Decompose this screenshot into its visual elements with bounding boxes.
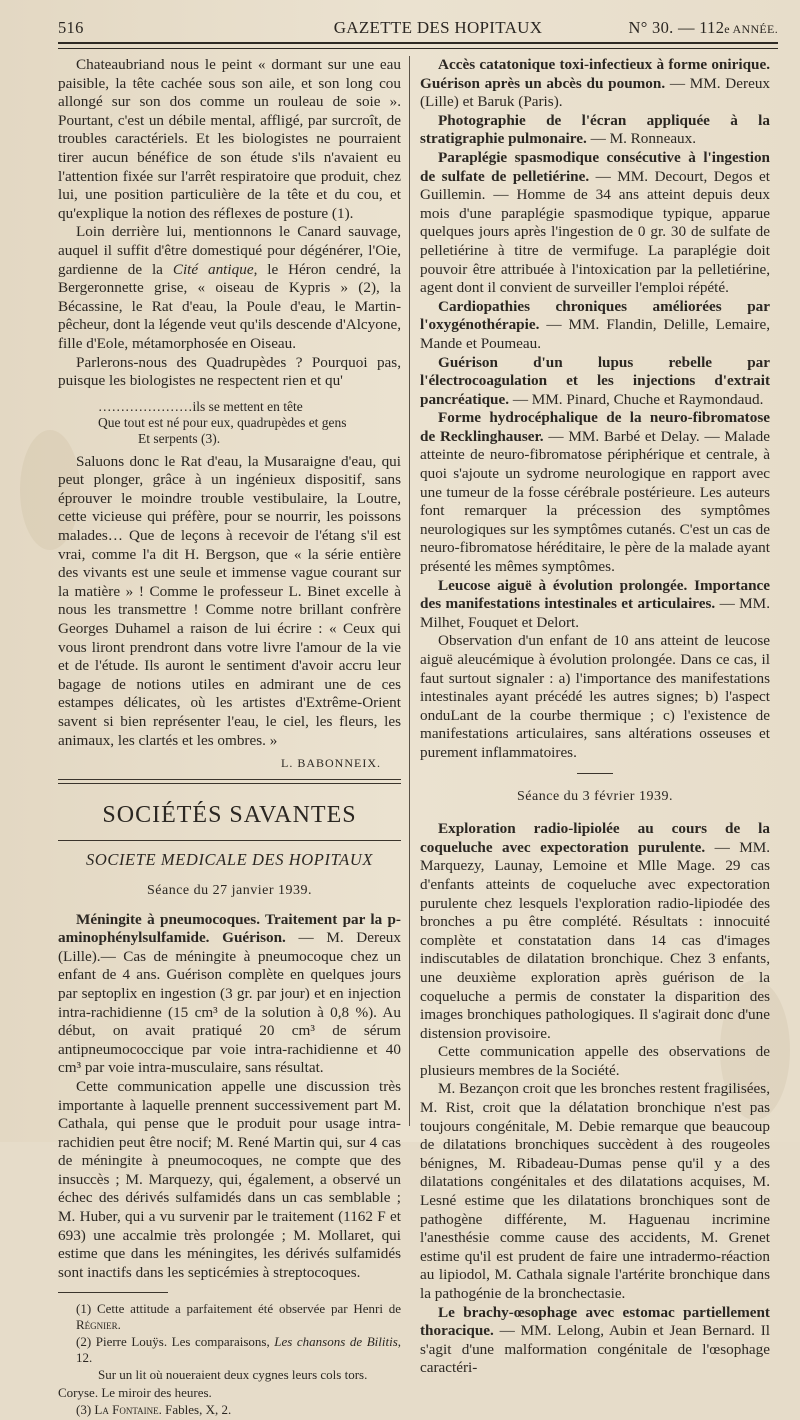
paragraph: Chateaubriand nous le peint « dormant sur une eau paisible, la tête cachée sous son aile, et son long cou allongé sur son dos comme un rouleau de soie ». Pourtant, c'est un débile mental, affligé, par surcroît, de troubles caractériels. Et les biologistes ne pourraient tirer aucun bénéfice de son étude s'ils n'avaient eu l'attention fixée sur l'arrêt respiratoire que produit, chez lui, une position particulière de la tête et du cou, et qu'explique la notion des réflexes de posture (1).: [58, 56, 401, 222]
section-rule: [58, 840, 401, 841]
paragraph: Guérison d'un lupus rebelle par l'électrocoagulation et les injections d'extrait pancréatique. — MM. Pinard, Chuche et Raymondaud.: [420, 353, 770, 408]
paragraph: Cette communication appelle une discussion très importante à laquelle prennent successivement part M. Cathala, qui pense que le produit pour usage intra-rachidien peut être nocif; M. René Martin qui, sur 4 cas de méningite à pneumocoques, ne compte que des insuccès ; M. Marquezy, qui, également, a observé un échec des dérivés sulfamidés dans un cas semblable ; M. Huber, qui a vu survenir par le traitement (1162 F et 693) une accalmie très prolongée ; M. Mollaret, qui estime que dans les méningites, les dérivés sulfamidés sont inactifs dans les septicémies à streptocoques.: [58, 1077, 401, 1281]
footnote-line: Sur un lit où noueraient deux cygnes leurs cols tors.: [98, 1367, 368, 1383]
footnote: (2) Pierre Louÿs. Les comparaisons, Les chansons de Bilitis, 12.: [76, 1334, 402, 1365]
session-date: Séance du 27 janvier 1939.: [146, 882, 312, 898]
left-column: [58, 56, 401, 1420]
society-title: SOCIETE MEDICALE DES HOPITAUX: [85, 850, 374, 870]
header-rule: [58, 42, 778, 44]
page-number: 516: [58, 18, 84, 37]
session-date: Séance du 3 février 1939.: [517, 788, 673, 804]
paragraph: Leucose aiguë à évolution prolongée. Importance des manifestations intestinales et articulaires. — MM. Milhet, Fouquet et Delort.: [420, 576, 770, 631]
footnote-line: Coryse. Le miroir des heures.: [58, 1384, 212, 1400]
paragraph: Parlerons-nous des Quadrupèdes ? Pourquoi pas, puisque les biologistes ne respectent rien et qu': [58, 353, 401, 390]
paragraph: Loin derrière lui, mentionnons le Canard sauvage, auquel il suffit d'être domestiqué pour dégénérer, l'Oie, gardienne de la Cité antique, le Héron cendré, la Bergeronnette grise, « oiseau de Kypris » (2), la Bécassine, le Rat d'eau, la Poule d'eau, le Martin-pêcheur, dont la légende veut qu'ils descende d'Alcyone, fille d'Eole, métamorphosée en Oiseau.: [58, 223, 402, 352]
paragraph: Le brachy-œsophage avec estomac partiellement thoracique. — MM. Lelong, Aubin et Jean Bernard. Il s'agit d'une malformation congénitale de l'œsophage caractéri-: [420, 1303, 770, 1377]
paragraph: Cardiopathies chroniques améliorées par l'oxygénothérapie. — MM. Flandin, Delille, Lemaire, Mande et Poumeau.: [420, 297, 770, 352]
paragraph: Cette communication appelle des observations de plusieurs membres de la Société.: [420, 1043, 770, 1079]
footnote-rule: [58, 1292, 168, 1293]
footnote: (1) Cette attitude a parfaitement été observée par Henri de Régnier.: [76, 1301, 401, 1332]
paragraph: Accès catatonique toxi-infectieux à forme onirique. Guérison après un abcès du poumon. — MM. Dereux (Lille) et Baruk (Paris).: [420, 56, 771, 111]
paragraph: M. Bezançon croit que les bronches restent fragilisées, M. Rist, croit que la délatation bronchique n'est pas toujours congénitale, M. Debie remarque que beaucoup de dilatations bronchiques succèdent à des rougeoles bénignes, M. Ribadeau-Dumas pense qu'il y a des dilatations congénitales et des dilatations acquises, M. Lesné estime que les dilatations bronchiques sont de pathogène différente, M. Haguenau incrimine l'anesthésie comme cause des accidents, M. Grenet estime qu'il est prudent de faire une intradermo-réaction au lipiodol, M. Cathala signale l'artérite bronchique dans la pathogénie de la bronchectasie.: [420, 1080, 770, 1302]
paragraph: Saluons donc le Rat d'eau, la Musaraigne d'eau, qui peut plonger, grâce à un ingénieux dispositif, sans éprouver le moindre trouble vestibulaire, la Loutre, cette vicieuse qui préfère, pour se nourrir, les poissons malades… Que de leçons à recevoir de l'étang s'il est vrai, comme l'a dit H. Bergson, que « la série entière des vivants est une seule et immense vague courant sur la matière » ! Comme le professeur L. Binet excelle à nous les transmettre ! Comme notre brillant confrère Georges Duhamel a raison de lui écrire : « Ceux qui vous liront prendront dans votre livre l'amour de la vie et de l'étude. Ils auront le sentiment d'avoir accru leur bagage de notions utiles en admirant une de ces estampes délicates, où les artistes d'Extrême-Orient savent si bien représenter l'eau, le ciel, les fleurs, les animaux, les clartés et les ombres. »: [58, 452, 401, 749]
short-rule: [577, 773, 613, 774]
journal-title: GAZETTE DES HOPITAUX: [333, 18, 543, 37]
running-header: [58, 14, 778, 38]
section-title: SOCIÉTÉS SAVANTES: [102, 801, 357, 828]
paragraph: Observation d'un enfant de 10 ans atteint de leucose aiguë aleucémique à évolution prolongée. Dans ce cas, il faut surtout signaler : a) l'importance des manifestations intestinales ayant précédé les autres signes; b) l'aspect onduLant de la courbe thermique ; c) l'existence de manifestations articulaires, sans altérations osseuses et purement inflammatoires.: [420, 632, 770, 761]
signature: L. BABONNEIX.: [281, 756, 381, 771]
paragraph: Méningite à pneumocoques. Traitement par la p-aminophénylsulfamide. Guérison. — M. Dereux (Lille).— Cas de méningite à pneumocoque chez un enfant de 4 ans. Guérison complète en quelques jours par septoplix en ingestion (3 gr. par jour) et en injection intra-rachidienne (15 cm³ de la solution à 0,8 %). Au début, on avait pratiqué 20 cm³ de sérum antipneumococcique par voie intra-rachidienne et 40 cm³ par voie intra-musculaire, sans résultat.: [58, 910, 401, 1077]
paragraph: Exploration radio-lipiolée au cours de la coqueluche avec expectoration purulente. — MM. Marquezy, Launay, Lemoine et Mlle Mage. 29 cas d'enfants atteints de coqueluche avec expectoration purulente chez lesquels l'exploration radio-lipiodée des bronches a pu être complété. Résultats : innocuité complète et constatation dans 14 cas d'images indiscutables de dilatation bronchique. Chez 3 enfants, une deuxième exploration après guérison de la coqueluche a permis de constater la disparition des images bronchiques pathologiques. Il s'agirait donc d'une distension provisoire.: [420, 820, 770, 1042]
paragraph: Photographie de l'écran appliquée à la stratigraphie pulmonaire. — M. Ronneaux.: [420, 111, 770, 148]
section-separator: [58, 779, 401, 784]
column-divider: [409, 56, 410, 1126]
right-column: [420, 56, 770, 1378]
issue-number: N° 30. — 112e ANNÉE.: [628, 18, 778, 37]
verse-quote: …………………ils se mettent en tête Que tout est né pour eux, quadrupèdes et gens Et serpents (3).: [98, 398, 347, 446]
footnote: (3) La Fontaine. Fables, X, 2.: [76, 1402, 232, 1418]
paragraph: Forme hydrocéphalique de la neuro-fibromatose de Recklinghauser. — MM. Barbé et Delay. — Malade atteinte de neuro-fibromatose périphérique et centrale, à quoi s'ajoute un sydrome neurologique en rapport avec une tumeur de la fosse cérébrale postérieure. Les auteurs font remarquer la précession des symptômes neurologiques sur les symptômes cutanés. C'est un cas de neuro-fibromatose héréditaire, le père de la malade ayant présenté les mêmes symptômes.: [420, 409, 770, 576]
header-rule-thin: [58, 48, 778, 49]
paragraph: Paraplégie spasmodique consécutive à l'ingestion de sulfate de pelletiérine. — MM. Decourt, Degos et Guillemin. — Homme de 34 ans atteint depuis deux mois d'une paraplégie spasmodique typique, apparue quelques jours après l'ingestion de 0 gr. 30 de sulfate de pelletiérine à titre de vermifuge. La paraplégie doit pouvoir être attribuée à l'intoxication par la pelletiérine, agent dont il convient de surveiller l'emploi répété.: [420, 148, 770, 297]
